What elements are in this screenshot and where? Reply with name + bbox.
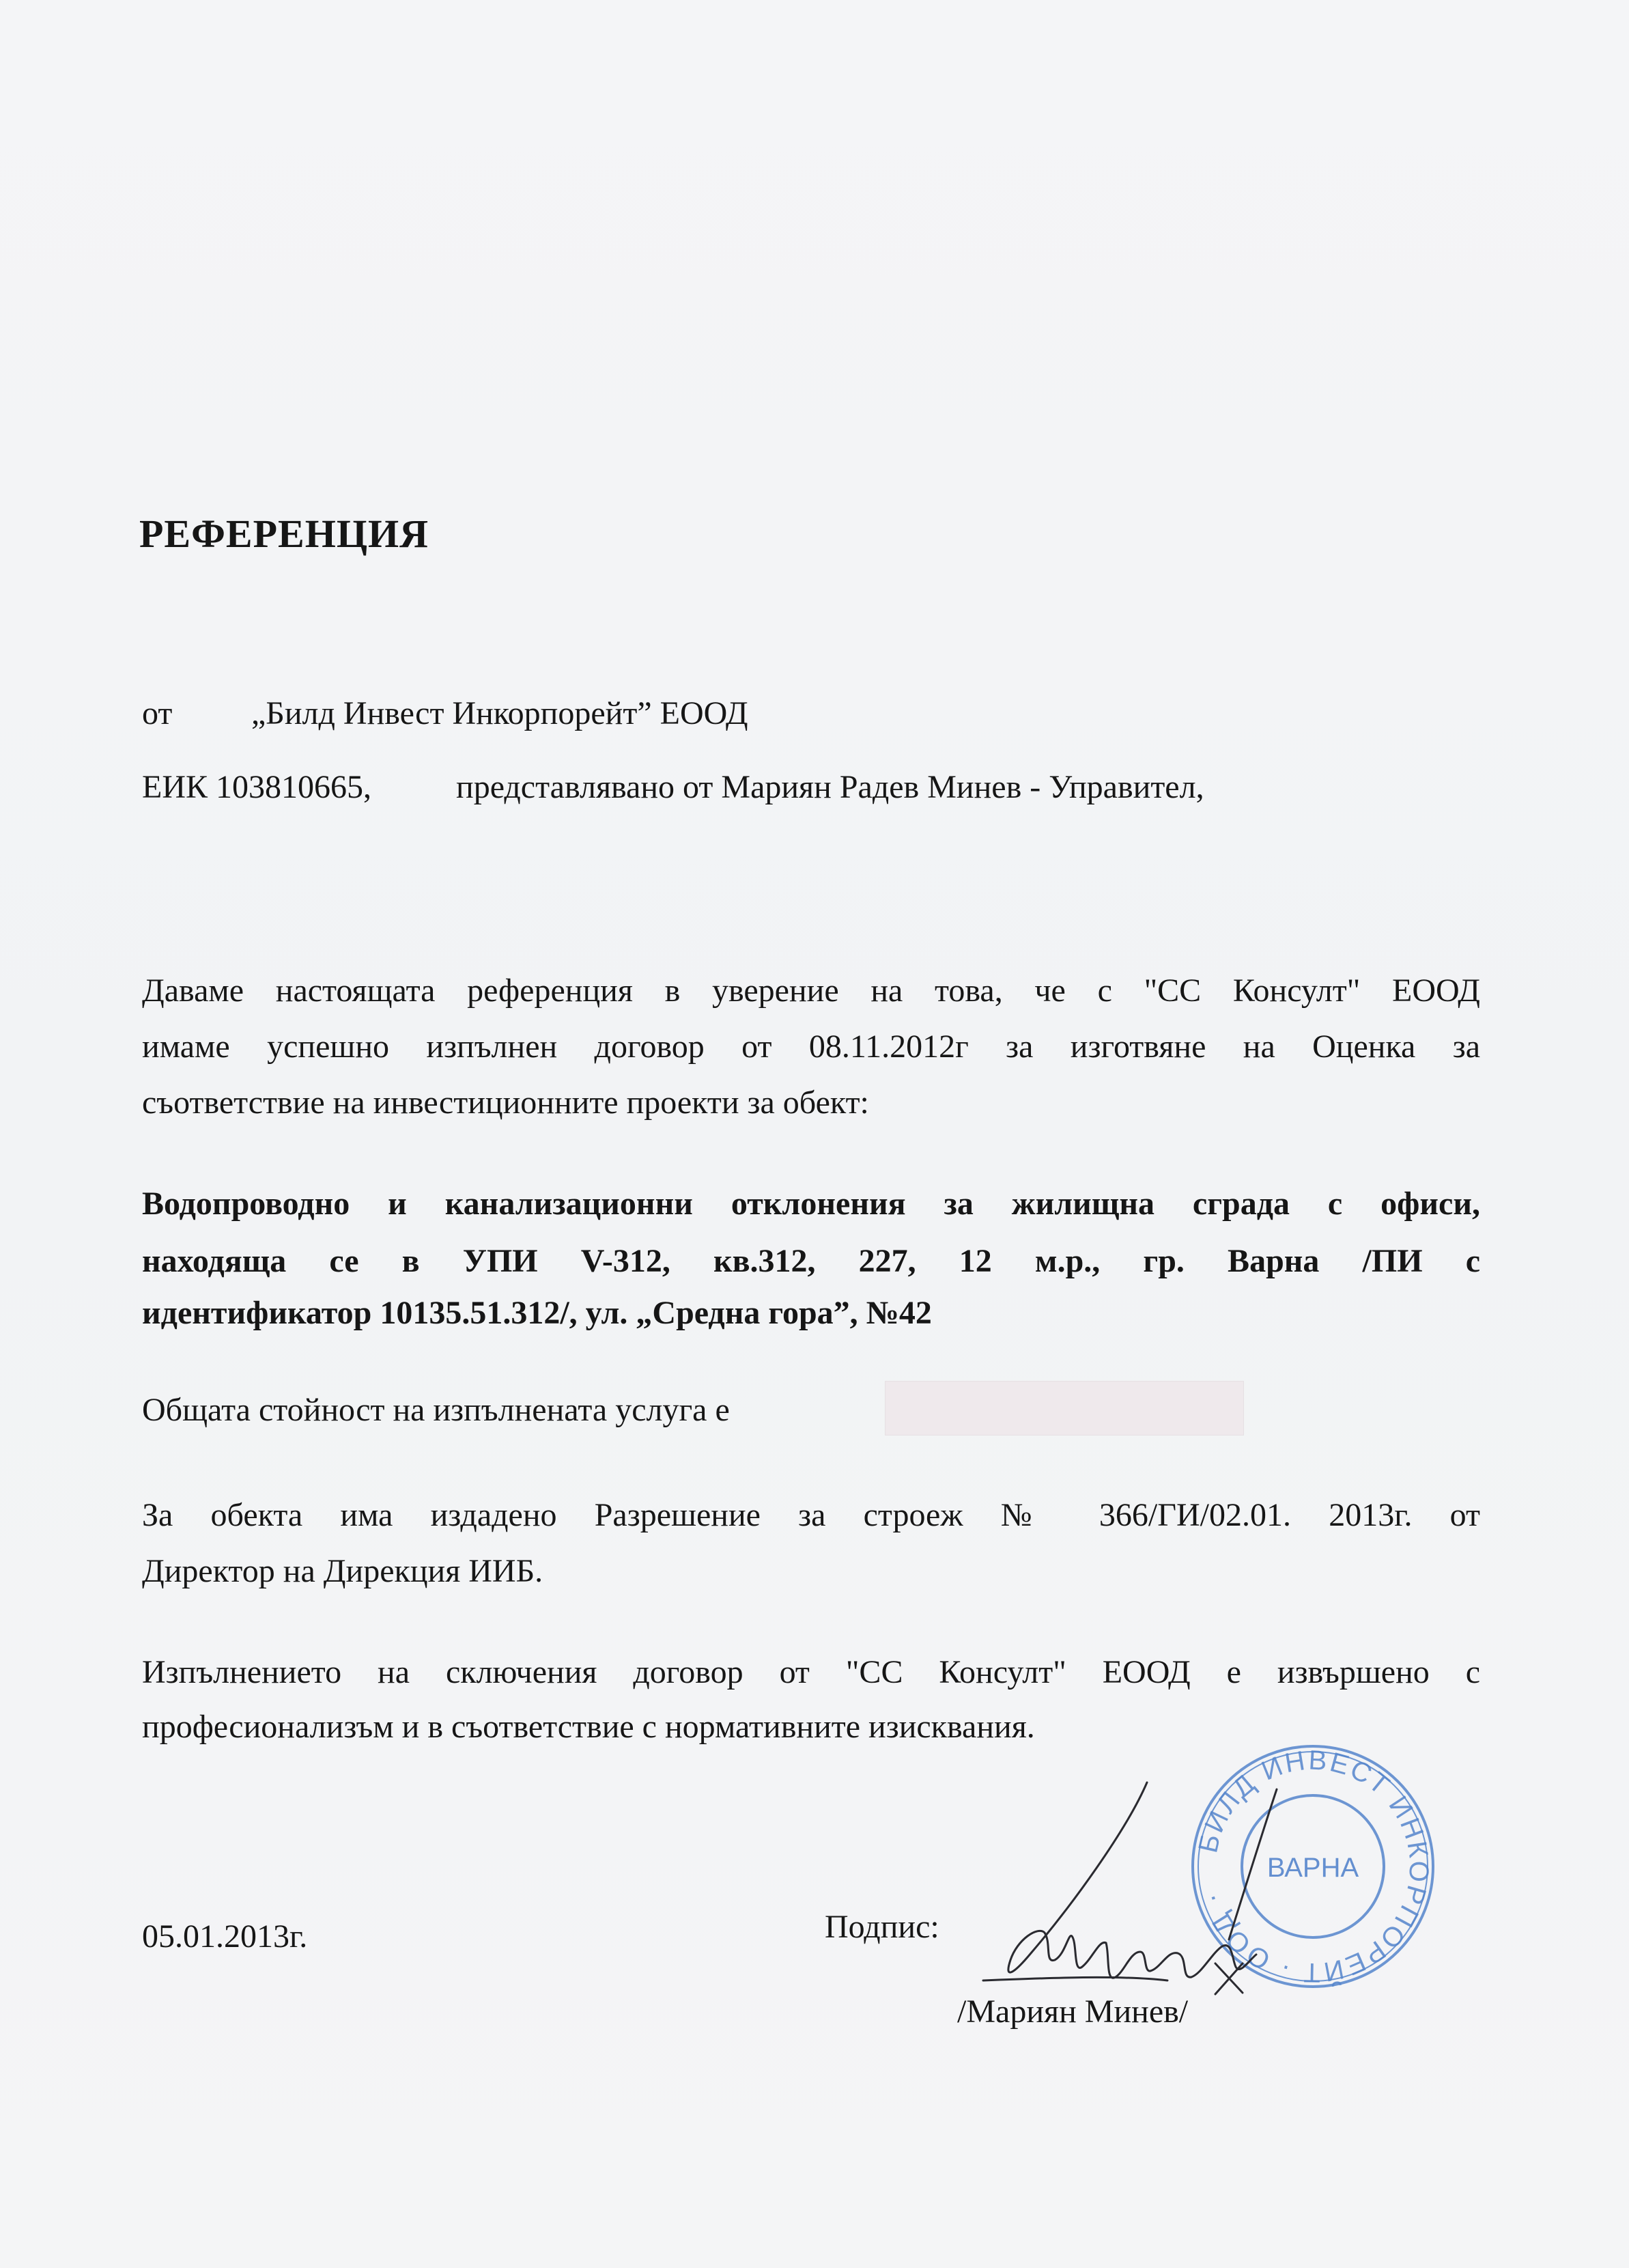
- from-label: от: [142, 695, 173, 731]
- document-title: РЕФЕРЕНЦИЯ: [139, 512, 429, 556]
- service-value-line: Общата стойност на изпълнената услуга е: [142, 1392, 730, 1428]
- svg-text:БИЛД ИНВЕСТ ИНКОРПОРЕЙТ · ООД: БИЛД ИНВЕСТ ИНКОРПОРЕЙТ · ООД ·: [1193, 1745, 1434, 1988]
- document-date: 05.01.2013г.: [142, 1918, 308, 1955]
- paragraph1-line1: Даваме настоящата референция в уверение на това, че с "СС Консулт" ЕООД: [142, 972, 1480, 1009]
- execution-line1: Изпълнението на сключения договор от "СС Консулт" ЕООД е извършено с: [142, 1654, 1480, 1690]
- execution-line2: професионализъм и в съответствие с нормативните изисквания.: [142, 1709, 1035, 1745]
- object-line2: находяща се в УПИ V-312, кв.312, 227, 12 м.р., гр. Варна /ПИ с: [142, 1243, 1480, 1279]
- representative-text: представлявано от Мариян Радев Минев - Управител,: [456, 769, 1204, 805]
- paragraph1-line2: имаме успешно изпълнен договор от 08.11.2012г за изготвяне на Оценка за: [142, 1028, 1480, 1065]
- object-line1: Водопроводно и канализационни отклонения за жилищна сграда с офиси,: [142, 1186, 1480, 1222]
- object-line3: идентификатор 10135.51.312/, ул. „Средна гора”, №42: [142, 1295, 932, 1331]
- redacted-value: [885, 1381, 1244, 1436]
- signature-label: Подпис:: [825, 1909, 939, 1945]
- permit-line2: Директор на Дирекция ИИБ.: [142, 1553, 543, 1589]
- company-name: „Билд Инвест Инкорпорейт” ЕООД: [251, 695, 748, 731]
- eik-number: ЕИК 103810665,: [142, 769, 371, 805]
- paragraph1-line3: съответствие на инвестиционните проекти за обект:: [142, 1084, 869, 1121]
- svg-text:ВАРНА: ВАРНА: [1266, 1853, 1359, 1883]
- handwritten-signature-icon: [942, 1776, 1325, 2008]
- permit-line1: За обекта има издадено Разрешение за строеж № 366/ГИ/02.01. 2013г. от: [142, 1497, 1480, 1533]
- signatory-name: /Мариян Минев/: [957, 1993, 1189, 2030]
